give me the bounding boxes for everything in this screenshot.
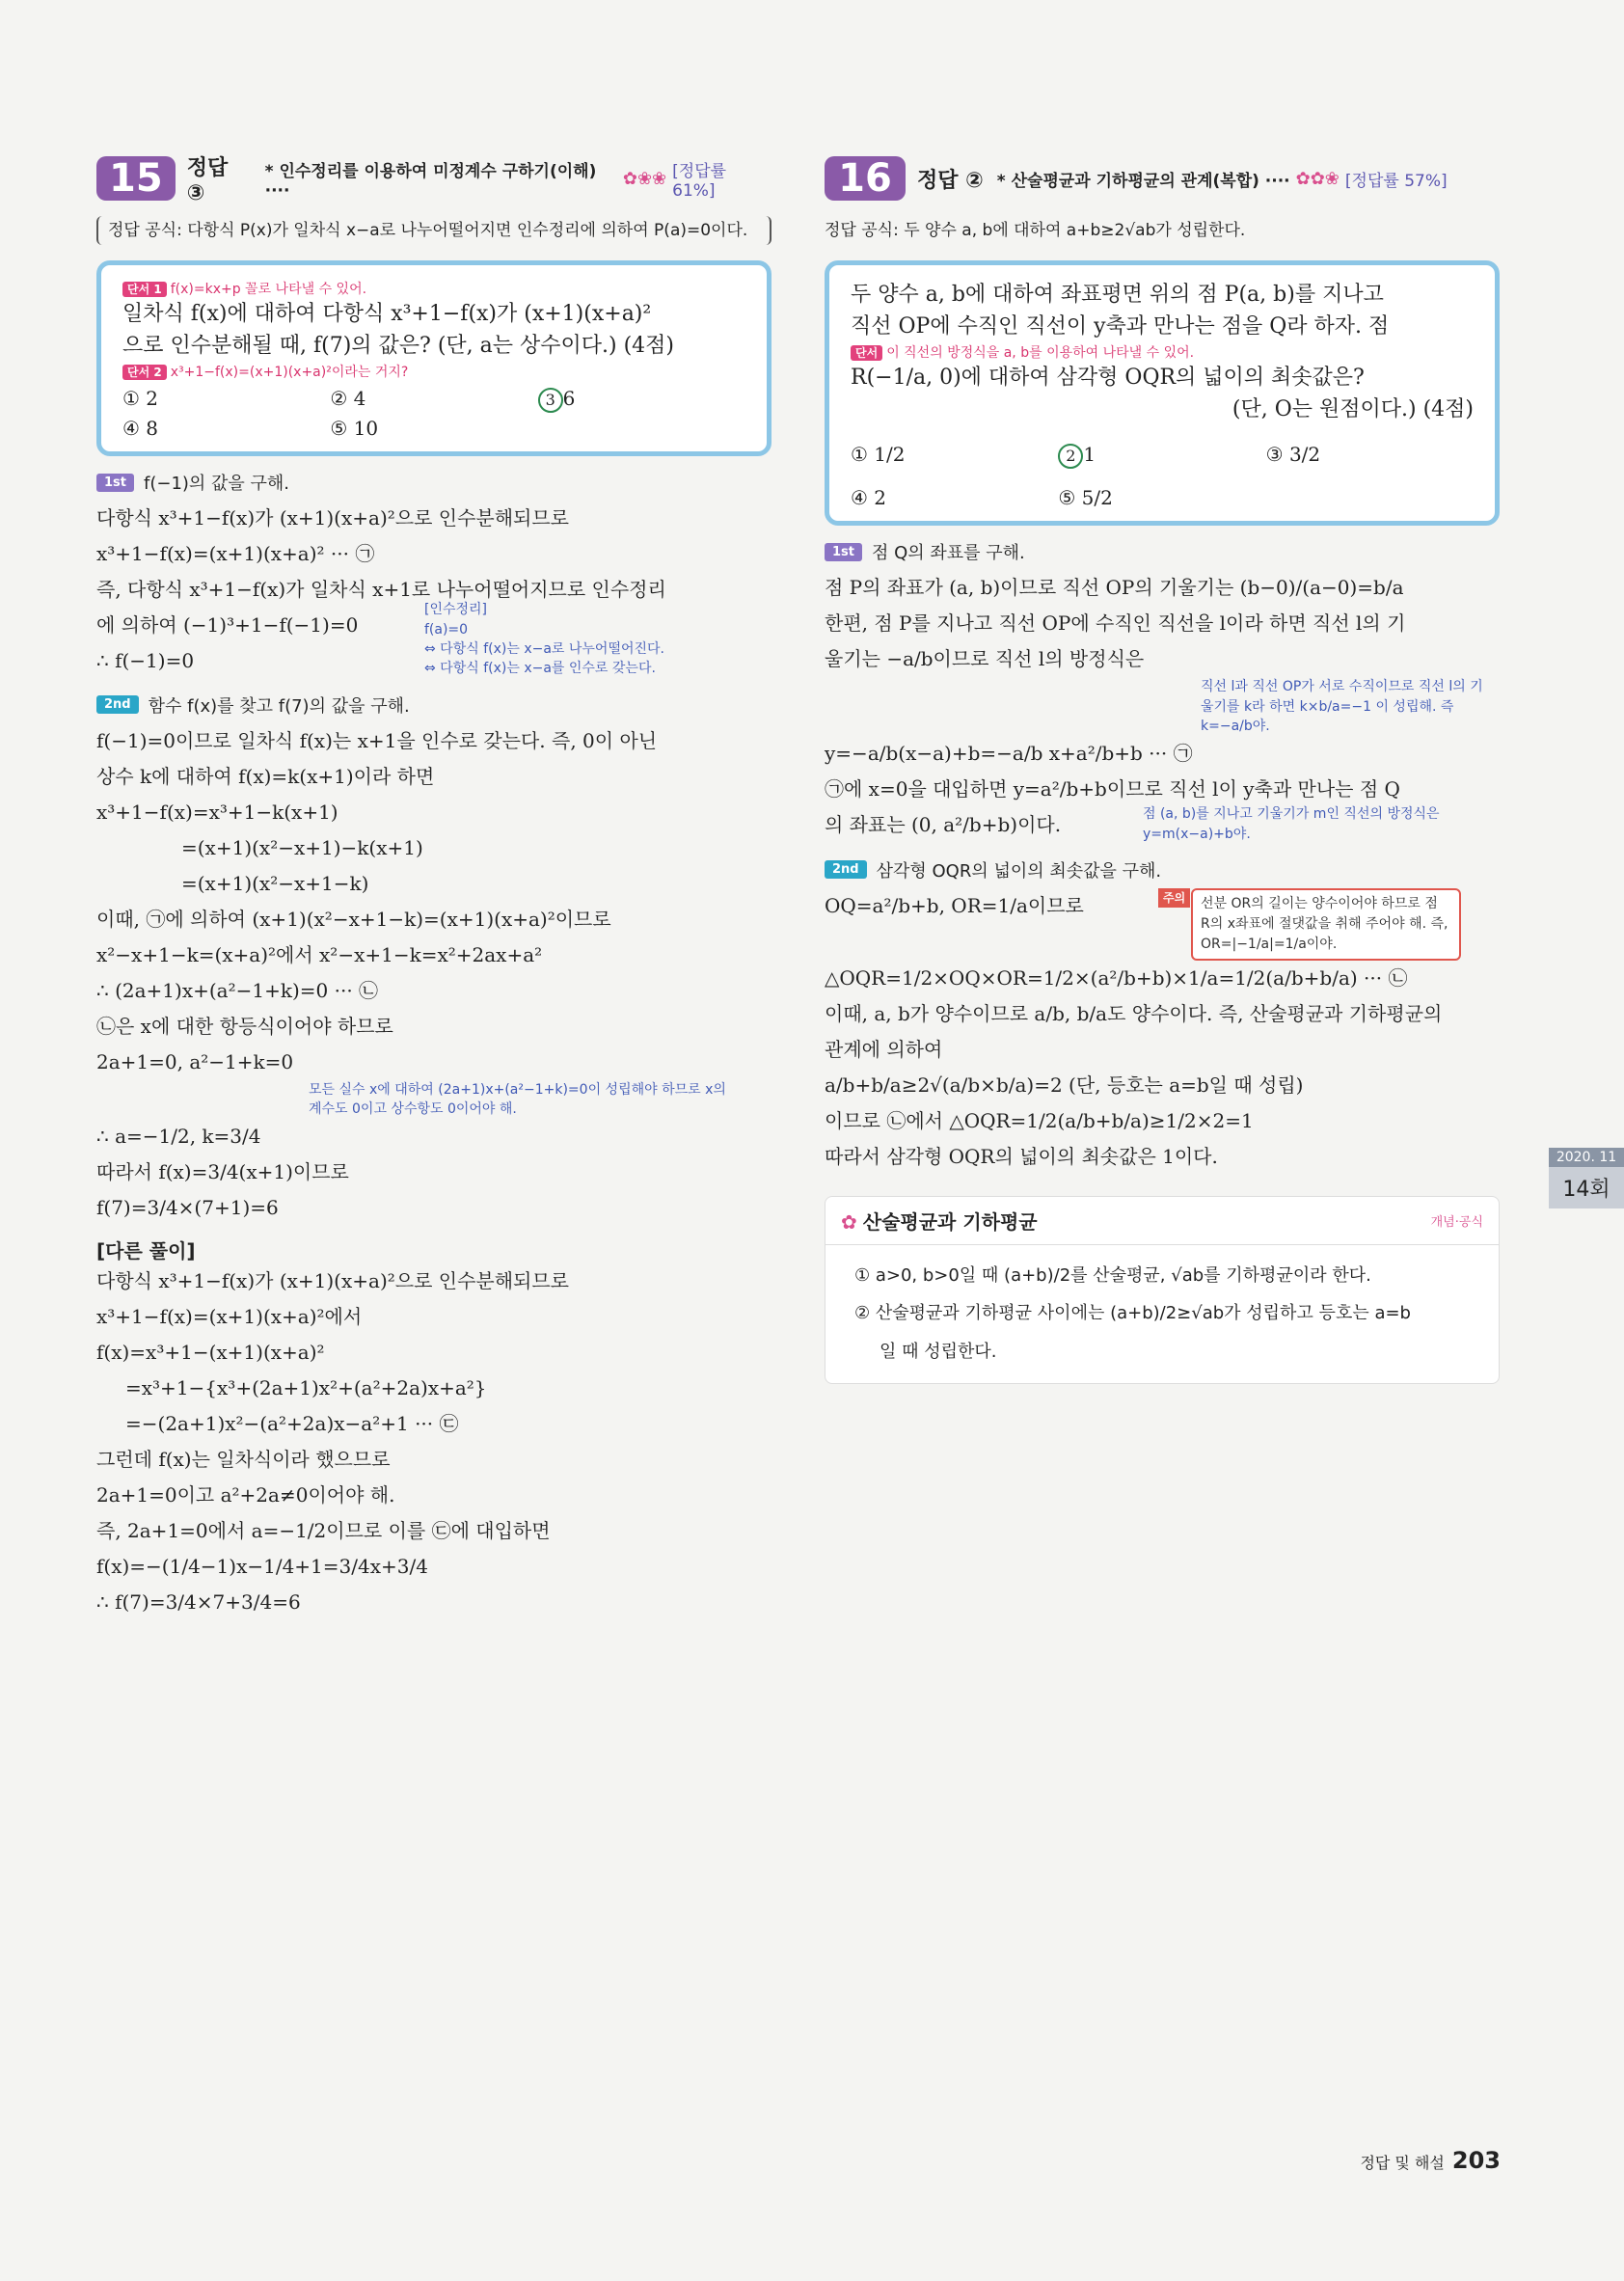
q15-step2-body: f(−1)=0이므로 일차식 f(x)는 x+1을 인수로 갖는다. 즉, 0이 아닌 상수 k에 대하여 f(x)=k(x+1)이라 하면 x³+1−f(x)=x³+1−k(x+1) =(x+1)(x²−x+1)−k(x+1) =(x+1)(x²−x+1−k) 이때, ㉠에 의하여 (x+1)(x²−x+1−k)=(x+1)(x+a)²이므로 x²−x+1−k=(x+a)²에서 x²−x+1−k=x²+2ax+a² ∴ (2a+1)x+(a²−1+k)=0 ··· ㉡ ㉡은 x에 대한 항등식이어야 하므로 2a+1=0, a²−1+k=0 <box>96 728 658 1073</box>
q16-question-line2: 직선 OP에 수직인 직선이 y축과 만나는 점을 Q라 하자. 점 <box>851 314 1390 339</box>
q15-rate: [정답률 61%] <box>672 161 727 201</box>
q16-caution: 주의 선분 OR의 길이는 양수이어야 하므로 점 R의 x좌표에 절댓값을 취해 주어야 해. 즉, OR=|−1/a|=1/a이야. <box>1191 888 1461 961</box>
q15-alt-title: [다른 풀이] <box>96 1239 196 1263</box>
q16-difficulty-icon: ✿✿❀ <box>1295 168 1340 189</box>
q15-choice-4: ④ 8 <box>122 417 159 441</box>
q16-formula: 정답 공식: 두 양수 a, b에 대하여 a+b≥2√ab가 성립한다. <box>825 221 1246 240</box>
q16-oq-row <box>825 888 1500 961</box>
page-footer <box>1360 2147 1501 2174</box>
q16-rate: [정답률 57%] <box>1344 171 1448 191</box>
q16-number: 16 <box>825 156 906 201</box>
q15-step1: 1st f(−1)의 값을 구해. <box>96 470 771 495</box>
caution-tag: 주의 <box>1158 888 1190 908</box>
q16-step1: 1st 점 Q의 좌표를 구해. <box>825 539 1500 564</box>
q16-question-line4: (단, O는 원점이다.) (4점) <box>1232 397 1474 422</box>
round-tab <box>1549 1148 1624 1208</box>
q16-choices <box>851 443 1474 509</box>
answer-check-icon: 2 <box>1058 444 1083 469</box>
q15-question-line1: 일차식 f(x)에 대하여 다항식 x³+1−f(x)가 (x+1)(x+a)² <box>122 302 652 327</box>
concept-box <box>825 1196 1500 1384</box>
q15-alt-body: 다항식 x³+1−f(x)가 (x+1)(x+a)²으로 인수분해되므로 x³+1−f(x)=(x+1)(x+a)²에서 f(x)=x³+1−(x+1)(x+a)² =x³+1−{x³+(2a+1)x²+(a²+2a)x+a²} =−(2a+1)x²−(a²+2a)x−a²+1 ··· ㉢ 그런데 f(x)는 일차식이라 했으므로 2a+1=0이고 a²+2a≠0이어야 해. 즉, 2a+1=0에서 a=−1/2이므로 이를 ㉢에 대입하면 f(x)=−(1/4−1)x−1/4+1=3/4x+3/4 ∴ f(7)=3/4×7+3/4=6 <box>96 1269 570 1615</box>
q16-oq-line: OQ=a²/b+b, OR=1/a이므로 <box>825 893 1084 917</box>
round-number: 14회 <box>1562 1178 1610 1202</box>
round-year: 2020. 11 <box>1549 1148 1624 1167</box>
flower-icon: ✿ <box>841 1209 857 1234</box>
q16-step2: 2nd 삼각형 OQR의 넓이의 최솟값을 구해. <box>825 857 1500 883</box>
q15-result: ∴ a=−1/2, k=3/4 따라서 f(x)=3/4(x+1)이므로 f(7)=3/4×(7+1)=6 <box>96 1125 349 1220</box>
q15-choice-2: ② 4 <box>330 387 366 411</box>
q16-question-box <box>825 260 1500 526</box>
q16-step1-body2: y=−a/b(x−a)+b=−a/b x+a²/b+b ··· ㉠ ㉠에 x=0을 대입하면 y=a²/b+b이므로 직선 l이 y축과 만나는 점 Q 의 좌표는 (0, a²/b+b)이다. <box>825 742 1400 837</box>
concept-header: ✿ 산술평균과 기하평균 개념·공식 <box>826 1197 1499 1245</box>
q16-step2-body: △OQR=1/2×OQ×OR=1/2×(a²/b+b)×1/a=1/2(a/b+b/a) ··· ㉡ 이때, a, b가 양수이므로 a/b, b/a도 양수이다. 즉, 산술평균과 기하평균의 관계에 의하여 a/b+b/a≥2√(a/b×b/a)=2 (단, 등호는 a=b일 때 성립) 이므로 ㉡에서 △OQR=1/2(a/b+b/a)≥1/2×2=1 따라서 삼각형 OQR의 넓이의 최솟값은 1이다. <box>825 965 1443 1168</box>
page-number: 203 <box>1451 2147 1501 2174</box>
q16-line-note: 점 (a, b)를 지나고 기울기가 m인 직선의 방정식은 y=m(x−a)+b야. <box>1143 806 1440 842</box>
q16-choice-5: ⑤ 5/2 <box>1058 486 1113 510</box>
q16-choice-4: ④ 2 <box>851 486 887 510</box>
q16-perp-note: 직선 l과 직선 OP가 서로 수직이므로 직선 l의 기울기를 k라 하면 k×b/a=−1 이 성립해. 즉 k=−a/b야. <box>1201 679 1483 734</box>
q15-step1-body: 다항식 x³+1−f(x)가 (x+1)(x+a)²으로 인수분해되므로 x³+1−f(x)=(x+1)(x+a)² ··· ㉠ 즉, 다항식 x³+1−f(x)가 일차식 x+1로 나누어떨어지므로 인수정리 에 의하여 (−1)³+1−f(−1)=0 ∴ f(−1)=0 <box>96 506 666 673</box>
q16-answer: 정답 ② <box>917 168 984 193</box>
q16-header <box>825 154 1500 203</box>
q15-question-line2: 으로 인수분해될 때, f(7)의 값은? (단, a는 상수이다.) (4점) <box>122 334 675 359</box>
q15-choices <box>122 387 745 440</box>
q15-header <box>96 154 771 203</box>
q15-choice-3: 3 6 <box>538 387 745 413</box>
q16-choice-3: ③ 3/2 <box>1265 443 1321 467</box>
q16-choice-2: 2 1 <box>1058 443 1265 469</box>
q15-choice-1: ① 2 <box>122 387 159 411</box>
q16-choice-1: ① 1/2 <box>851 443 906 467</box>
q16-question-line3: R(−1/a, 0)에 대하여 삼각형 OQR의 넓이의 최솟값은? <box>851 366 1365 391</box>
footer-label: 정답 및 해설 <box>1360 2154 1445 2172</box>
q15-clue2: 단서 2 x³+1−f(x)=(x+1)(x+a)²이라는 거지? <box>122 362 745 381</box>
question-15-column <box>96 154 771 1620</box>
q15-question-box <box>96 260 771 456</box>
q15-formula: 정답 공식: 다항식 P(x)가 일차식 x−a로 나누어떨어지면 인수정리에 의하여 P(a)=0이다. <box>96 216 771 245</box>
q15-answer: 정답 ③ <box>186 156 229 205</box>
q15-step2: 2nd 함수 f(x)를 찾고 f(7)의 값을 구해. <box>96 692 771 718</box>
q15-clue1: 단서 1 f(x)=kx+p 꼴로 나타낼 수 있어. <box>122 279 745 298</box>
q15-choice-5: ⑤ 10 <box>330 417 379 441</box>
q16-step1-body: 점 P의 좌표가 (a, b)이므로 직선 OP의 기울기는 (b−0)/(a−0)=b/a 한편, 점 P를 지나고 직선 OP에 수직인 직선을 l이라 하면 직선 l의 기 울기는 −a/b이므로 직선 l의 방정식은 <box>825 576 1406 671</box>
q15-difficulty-icon: ✿❀❀ <box>622 168 667 189</box>
question-16-column <box>825 154 1500 1384</box>
concept-body: ① a>0, b>0일 때 (a+b)/2를 산술평균, √ab를 기하평균이라 한다. ② 산술평균과 기하평균 사이에는 (a+b)/2≥√ab가 성립하고 등호는 a=b 일 때 성립한다. <box>854 1264 1411 1363</box>
q15-factor-theorem-note: [인수정리] f(a)=0 ⇔ 다항식 f(x)는 x−a로 나누어떨어진다. ⇔ 다항식 f(x)는 x−a를 인수로 갖는다. <box>424 602 665 677</box>
q16-topic: * 산술평균과 기하평균의 관계(복합) ···· <box>996 171 1290 191</box>
q16-clue: 단서 이 직선의 방정식을 a, b를 이용하여 나타낼 수 있어. <box>851 342 1474 362</box>
q16-question-line1: 두 양수 a, b에 대하여 좌표평면 위의 점 P(a, b)를 지나고 <box>851 283 1384 308</box>
q15-number: 15 <box>96 156 176 201</box>
q15-identity-note: 모든 실수 x에 대하여 (2a+1)x+(a²−1+k)=0이 성립해야 하므로 x의 계수도 0이고 상수항도 0이어야 해. <box>309 1081 726 1117</box>
q15-topic: * 인수정리를 이용하여 미정계수 구하기(이해) ···· <box>264 161 597 201</box>
answer-check-icon: 3 <box>538 388 563 413</box>
